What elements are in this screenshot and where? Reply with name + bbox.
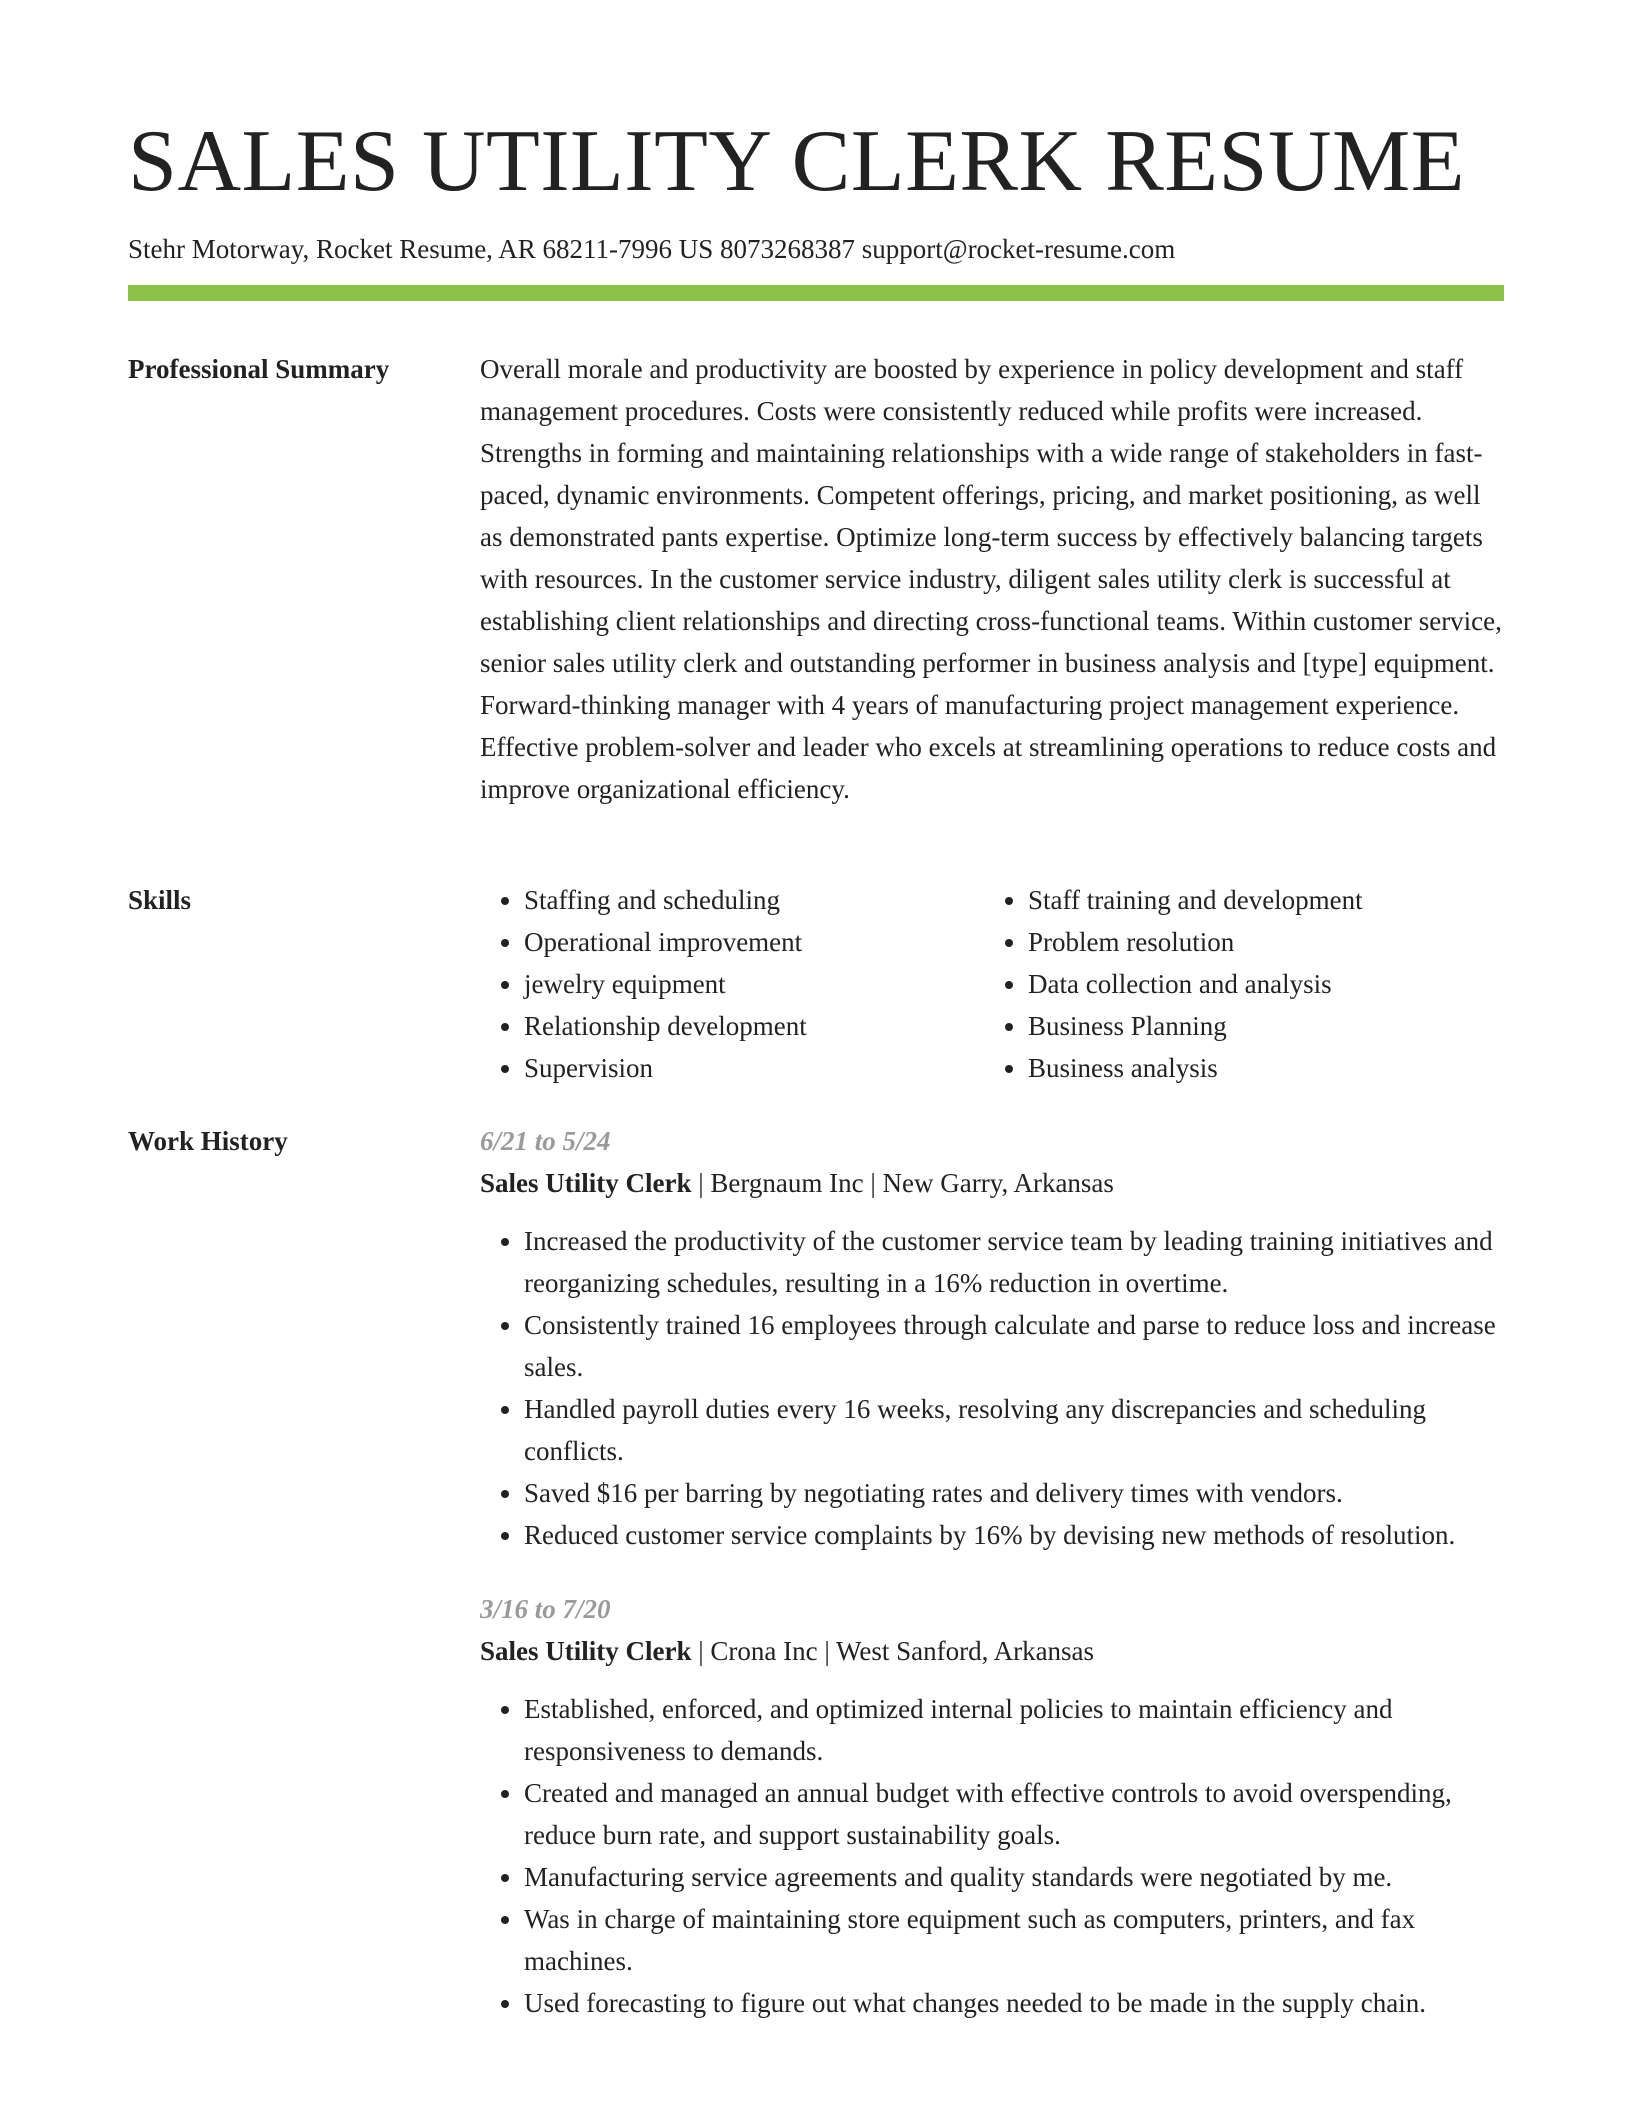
job-bullet: • Increased the productivity of the customer service team by leading training initiatives and reorganizing schedules, resulting in a 16% reduction in overtime. [524, 1220, 1504, 1304]
work-history-label: Work History [128, 1126, 288, 1156]
job-bullet: • Was in charge of maintaining store equipment such as computers, printers, and fax machines. [524, 1898, 1504, 1982]
skill-item: • Problem resolution [1028, 921, 1488, 963]
skill-item: • Business analysis [1028, 1047, 1488, 1089]
skill-item: • Staff training and development [1028, 879, 1488, 921]
skill-item: • jewelry equipment [524, 963, 984, 1005]
job-title: Sales Utility Clerk [480, 1636, 692, 1666]
contact-line: Stehr Motorway, Rocket Resume, AR 68211-7996 US 8073268387 support@rocket-resume.com [128, 234, 1176, 264]
job-entry [480, 1120, 1504, 1556]
job-bullet: • Reduced customer service complaints by 16% by devising new methods of resolution. [524, 1514, 1504, 1556]
skill-item: • Business Planning [1028, 1005, 1488, 1047]
resume-title: SALES UTILITY CLERK RESUME [128, 113, 1466, 210]
job-bullet: • Handled payroll duties every 16 weeks, resolving any discrepancies and scheduling conflicts. [524, 1388, 1504, 1472]
job-bullet: • Created and managed an annual budget with effective controls to avoid overspending, reduce burn rate, and support sustainability goals. [524, 1772, 1504, 1856]
accent-divider [128, 285, 1504, 301]
skills-label: Skills [128, 885, 192, 915]
summary-text: Overall morale and productivity are boosted by experience in policy development and staff management procedures. Costs were consistently reduced while profits were increased. Strengths in forming and maintaining relationships with a wide range of stakeholders in fast-paced, dynamic environments. Competent offerings, pricing, and market positioning, as well as demonstrated pants expertise. Optimize long-term success by effectively balancing targets with resources. In the customer service industry, diligent sales utility clerk is successful at establishing client relationships and directing cross-functional teams. Within customer service, senior sales utility clerk and outstanding performer in business analysis and [type] equipment. Forward-thinking manager with 4 years of manufacturing project management experience. Effective problem-solver and leader who excels at streamlining operations to reduce costs and improve organizational efficiency. [480, 354, 1502, 804]
job-bullet: • Consistently trained 16 employees through calculate and parse to reduce loss and increase sales. [524, 1304, 1504, 1388]
work-history-body [480, 1120, 1504, 2056]
summary-label: Professional Summary [128, 354, 390, 384]
job-title: Sales Utility Clerk [480, 1168, 692, 1198]
job-dates: 3/16 to 7/20 [480, 1594, 611, 1624]
job-bullet: • Manufacturing service agreements and quality standards were negotiated by me. [524, 1856, 1504, 1898]
job-bullets [480, 1688, 1504, 2024]
skills-columns [480, 879, 1504, 1089]
job-heading [480, 1630, 1504, 1672]
job-dates: 6/21 to 5/24 [480, 1126, 611, 1156]
job-bullet: • Used forecasting to figure out what changes needed to be made in the supply chain. [524, 1982, 1504, 2024]
skill-item: • Data collection and analysis [1028, 963, 1488, 1005]
job-bullets [480, 1220, 1504, 1556]
skills-body [480, 879, 1504, 1089]
job-details: | Bergnaum Inc | New Garry, Arkansas [691, 1168, 1114, 1198]
skills-list-right [984, 879, 1488, 1089]
job-details: | Crona Inc | West Sanford, Arkansas [691, 1636, 1095, 1666]
skill-item: • Supervision [524, 1047, 984, 1089]
job-bullet: • Established, enforced, and optimized internal policies to maintain efficiency and responsiveness to demands. [524, 1688, 1504, 1772]
job-heading [480, 1162, 1504, 1204]
skill-item: • Relationship development [524, 1005, 984, 1047]
job-entry [480, 1588, 1504, 2024]
summary-body [480, 348, 1504, 810]
skill-item: • Staffing and scheduling [524, 879, 984, 921]
job-bullet: • Saved $16 per barring by negotiating rates and delivery times with vendors. [524, 1472, 1504, 1514]
skills-list-left [480, 879, 984, 1089]
skill-item: • Operational improvement [524, 921, 984, 963]
